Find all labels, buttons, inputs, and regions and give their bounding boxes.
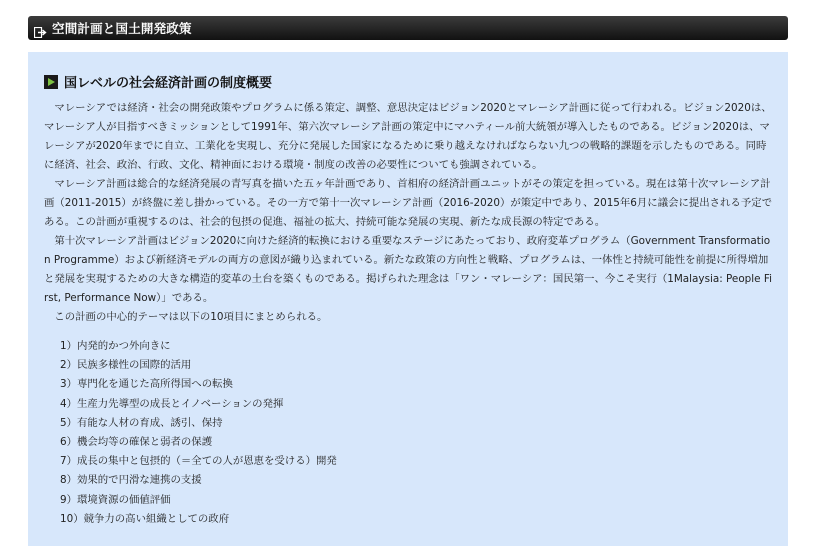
play-arrow-icon <box>44 75 58 89</box>
list-item: 7）成長の集中と包摂的（＝全ての人が恩恵を受ける）開発 <box>60 455 337 468</box>
list-item: 8）効果的で円滑な連携の支援 <box>60 474 202 487</box>
list-item: 2）民族多様性の国際的活用 <box>60 359 192 372</box>
header-bar <box>28 16 788 40</box>
exit-arrow-icon <box>34 23 47 34</box>
section-heading <box>44 72 774 91</box>
paragraph-vision-2020: マレーシアでは経済・社会の開発政策やプログラムに係る策定、調整、意思決定はビジョン2020とマレーシア計画に従って行われる。ビジョン2020は、マレーシア人が目指すべきミッションとして1991年、第六次マレーシア計画の策定中にマハティール前大統領が導入したものである。ビジョン2020は、マレーシアが2020年までに自立、工業化を実現し、充分に発展した国家になるために乗り越えなければならない九つの戦略的課題を示したものである。同時に経済、社会、政治、行政、文化、精神面における環境・制度の改善の必要性についても強調されている。 <box>44 102 772 171</box>
header-title: 空間計画と国土開発政策 <box>52 21 192 36</box>
list-item: 5）有能な人材の育成、誘引、保持 <box>60 416 223 429</box>
paragraph-malaysia-plan: マレーシア計画は総合的な経済発展の青写真を描いた五ヶ年計画であり、首相府の経済計画ユニットがその策定を担っている。現在は第十次マレーシア計画（2011-2015）が終盤に差し掛かっている。その一方で第十一次マレーシア計画（2016-2020）が策定中であり、2015年6月に議会に提出される予定である。この計画が重視するのは、社会的包摂の促進、福祉の拡大、持続可能な発展の実現、新たな成長源の特定である。 <box>44 178 772 228</box>
paragraph-tenth-plan: 第十次マレーシア計画はビジョン2020に向けた経済的転換における重要なステージにあたっており、政府変革プログラム（Government Transformation Programme）および新経済モデルの両方の意図が織り込まれている。新たな政策の方向性と戦略、プログラムは、一体性と持続可能性を前提に所得増加と発展を実現するための大きな構造的変革の土台を築くものである。掲げられた理念は「ワン・マレーシア：国民第一、今こそ実行（1Malaysia: People First, Performance Now）」である。 <box>44 235 772 304</box>
list-item: 1）内発的かつ外向きに <box>60 340 171 352</box>
list-item: 4）生産力先導型の成長とイノベーションの発揮 <box>60 397 284 410</box>
theme-list <box>44 337 774 529</box>
content-panel <box>28 52 788 546</box>
list-item: 6）機会均等の確保と弱者の保護 <box>60 436 213 449</box>
section-title: 国レベルの社会経済計画の制度概要 <box>64 76 273 91</box>
list-item: 10）競争力の高い組織としての政府 <box>60 512 230 525</box>
list-item: 3）専門化を通じた高所得国への転換 <box>60 378 233 391</box>
list-item: 9）環境資源の価値評価 <box>60 493 171 506</box>
paragraph-themes-intro: この計画の中心的テーマは以下の10項目にまとめられる。 <box>54 311 328 323</box>
body-text <box>44 99 774 327</box>
